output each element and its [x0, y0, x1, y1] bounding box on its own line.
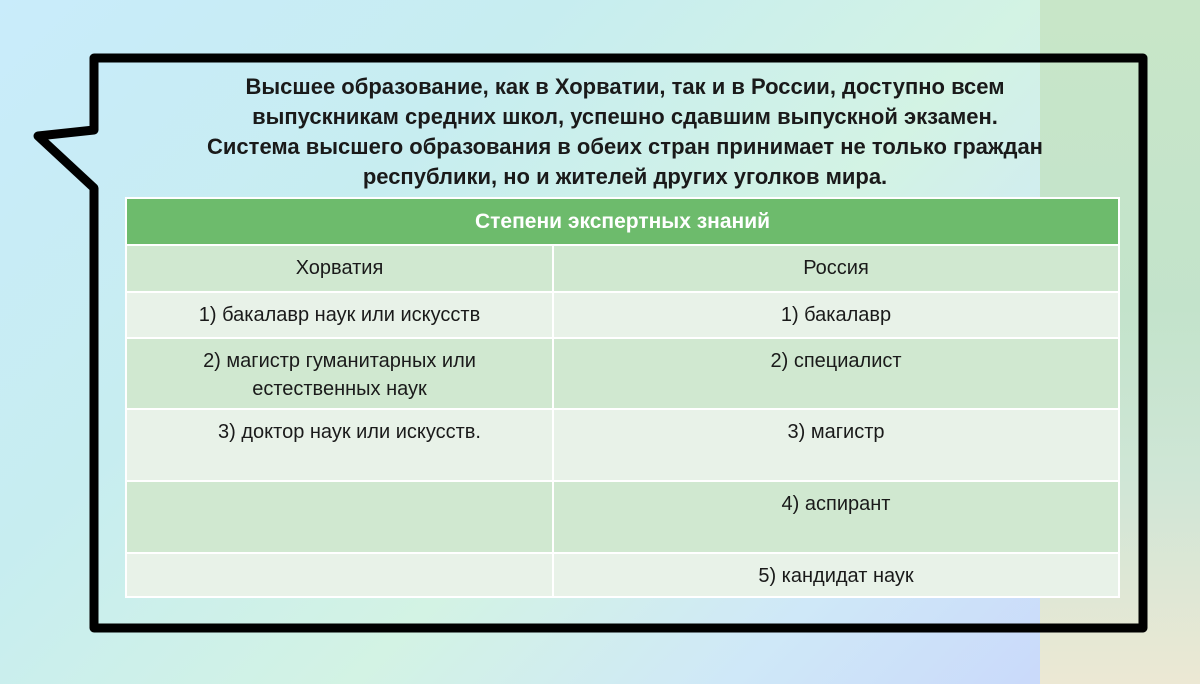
croatia-cell: 3) доктор наук или искусств.: [126, 409, 553, 481]
intro-line-1: Высшее образование, как в Хорватии, так и в России, доступно всем: [245, 74, 1005, 99]
croatia-cell: 2) магистр гуманитарных или естественных наук: [126, 338, 553, 409]
table-header-row: [126, 245, 1119, 292]
table-row: [126, 338, 1119, 409]
table-title: Степени экспертных знаний: [126, 198, 1119, 245]
degrees-table: [125, 197, 1120, 598]
intro-line-3: Система высшего образования в обеих стран принимает не только граждан: [207, 134, 1043, 159]
russia-cell: 1) бакалавр: [553, 292, 1119, 338]
russia-cell: 2) специалист: [553, 338, 1119, 409]
russia-cell: 4) аспирант: [553, 481, 1119, 553]
croatia-cell: 1) бакалавр наук или искусств: [126, 292, 553, 338]
croatia-cell: [126, 553, 553, 597]
table-row: [126, 481, 1119, 553]
russia-cell: 3) магистр: [553, 409, 1119, 481]
russia-cell: 5) кандидат наук: [553, 553, 1119, 597]
table-row: [126, 553, 1119, 597]
column-header-russia: Россия: [553, 245, 1119, 292]
column-header-croatia: Хорватия: [126, 245, 553, 292]
table-row: [126, 409, 1119, 481]
intro-line-2: выпускникам средних школ, успешно сдавшим выпускной экзамен.: [252, 104, 998, 129]
table-row: [126, 292, 1119, 338]
croatia-cell: [126, 481, 553, 553]
intro-text: [130, 72, 1120, 192]
intro-line-4: республики, но и жителей других уголков мира.: [362, 164, 888, 189]
